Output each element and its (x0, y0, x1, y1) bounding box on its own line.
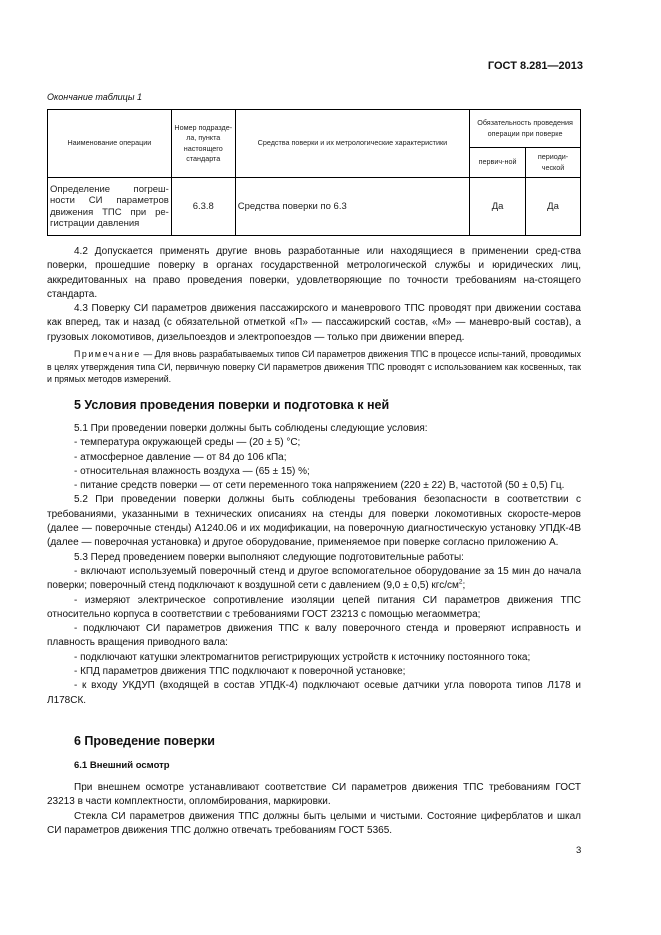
paragraph-6-1b: Стекла СИ параметров движения ТПС должны быть целыми и чистыми. Состояние циферблатов и шкал СИ параметров движения ТПС должно отвечать требованиям ГОСТ 5365. (47, 810, 581, 836)
paragraph-6-1a: При внешнем осмотре устанавливают соответствие СИ параметров движения ТПС требованиям ГОСТ 23213 в части комплектности, опломбирования, маркировки. (47, 782, 581, 808)
work-item-1 (47, 565, 581, 594)
section-6-1-title: 6.1 Внешний осмотр (74, 760, 170, 771)
operations-table (47, 109, 581, 236)
paragraph-5-2: 5.2 При проведении поверки должны быть соблюдены требования безопасности в соответствии с требованиями, указанными в технических описаниях на стенды для поверки локомотивных скоросте-меров (далее — поверочные стенды) А1240.06 и их модификации, на поверочную диагностическую установку УПДК-4В (далее — поверочная установка) и другое оборудование, применяемое при поверке согласно приложению А. (47, 494, 581, 549)
paragraph-4-3: 4.3 Поверку СИ параметров движения пассажирского и маневрового ТПС проводят при движении состава как вперед, так и назад (с обязательной отметкой «П» — пассажирский состав, «М» — маневро-вый состав), а грузовых локомотивов, дизельпоездов и электропоездов — только при движении вперед. (47, 303, 581, 343)
work-item-3: - подключают СИ параметров движения ТПС к валу поверочного стенда и проверяют исправность и плавность вращения приводного вала: (47, 623, 581, 649)
condition-temperature: - температура окружающей среды — (20 ± 5) °С; (74, 437, 301, 449)
document-id: ГОСТ 8.281—2013 (487, 60, 583, 72)
section-6-title: 6 Проведение поверки (74, 734, 215, 748)
page-number: 3 (576, 845, 582, 856)
section-5-title: 5 Условия проведения поверки и подготовка к ней (74, 398, 390, 412)
condition-humidity: - относительная влажность воздуха — (65 ± 15) %; (74, 465, 310, 477)
header-operation-name: Наименование операции (48, 110, 172, 178)
work-item-1-text: - включают используемый поверочный стенд и другое вспомогательное оборудование за 15 мин до начала поверки; поверочный стенд подключают к воздушной сети с давлением (9,0 ± 0,5) кгс/см (47, 565, 581, 592)
header-verification-means: Средства поверки и их метрологические характеристики (235, 110, 469, 178)
table-caption: Окончание таблицы 1 (47, 92, 142, 102)
cell-periodic: Да (526, 178, 581, 236)
cell-operation-name: Определение погреш-ности СИ параметров движения ТПС при ре-гистрации давления (48, 178, 172, 236)
paragraph-5-1: 5.1 При проведении поверки должны быть соблюдены следующие условия: (74, 423, 428, 434)
work-item-4: - подключают катушки электромагнитов регистрирующих устройств к источнику постоянного тока; (74, 651, 531, 663)
work-item-5: - КПД параметров движения ТПС подключают к поверочной установке; (74, 666, 406, 678)
work-item-6: - к входу УКДУП (входящей в состав УПДК-4) подключают осевые датчики угла поворота типов Л178 и Л178СК. (47, 680, 581, 706)
header-section-number: Номер подразде-ла, пункта настоящего стандарта (171, 110, 235, 178)
paragraph-4-2: 4.2 Допускается применять другие вновь разработанные или находящиеся в применении сред-ства поверки, прошедшие поверку в органах государственной метрологической службы и юридических лиц, аккредитованных на право проведения поверки, удовлетворяющие по точности требованиям на-стоящего стандарта. (47, 246, 581, 300)
section-5-text (47, 422, 581, 708)
condition-pressure: - атмосферное давление — от 84 до 106 кПа; (74, 451, 287, 463)
section-6-text (47, 781, 581, 838)
section-4-text (47, 245, 581, 386)
header-periodic: периоди-ческой (526, 148, 581, 178)
cell-section-number: 6.3.8 (171, 178, 235, 236)
work-item-2: - измеряют электрическое сопротивление изоляции цепей питания СИ параметров движения ТПС относительно корпуса в соответствии с требованиями ГОСТ 23213 с помощью мегаомметра; (47, 594, 581, 620)
header-mandatory: Обязательность проведения операции при поверке (470, 110, 581, 148)
work-item-1-sup: 2 (458, 578, 463, 586)
note-label: Примечание (74, 349, 141, 360)
note-text: — Для вновь разрабатываемых типов СИ параметров движения ТПС в процессе испы-таний, проводимых в целях утверждения типа СИ, первичную поверку СИ параметров движения ТПС проводят с использованием как косвенных, так и прямых методов измерений. (47, 349, 581, 385)
condition-power: - питание средств поверки — от сети переменного тока напряжением (220 ± 22) В, частотой (50 ± 0,5) Гц. (74, 480, 565, 492)
cell-primary: Да (470, 178, 526, 236)
work-item-1-end: ; (462, 580, 466, 592)
table-row (48, 178, 581, 236)
header-primary: первич-ной (470, 148, 526, 178)
cell-verification-means: Средства поверки по 6.3 (235, 178, 469, 236)
note (47, 348, 581, 386)
paragraph-5-3: 5.3 Перед проведением поверки выполняют следующие подготовительные работы: (74, 551, 464, 563)
